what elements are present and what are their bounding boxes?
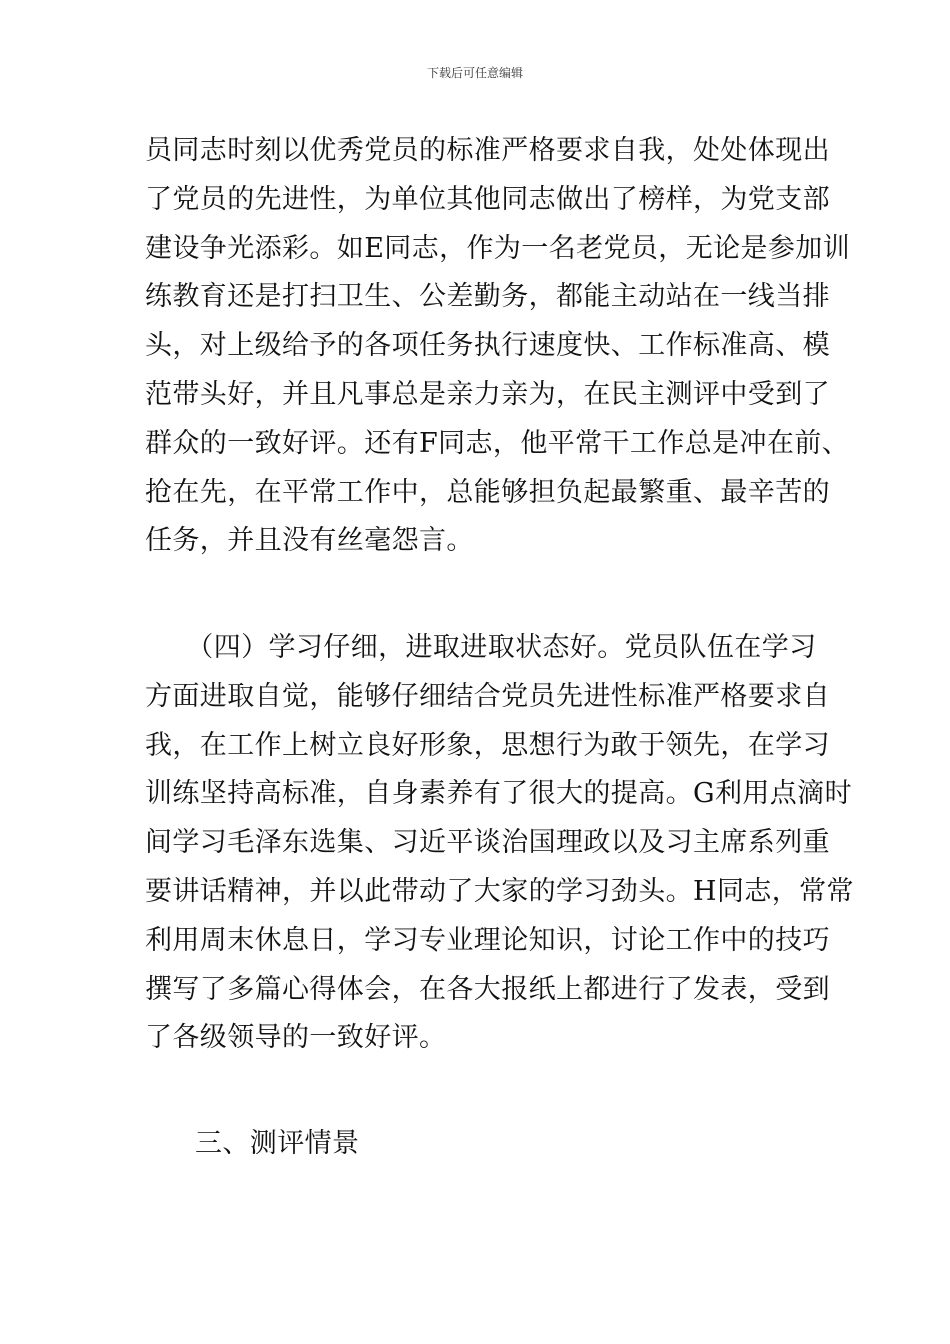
text-line: 要讲话精神，并以此带动了大家的学习劲头。H同志，常常 — [145, 875, 854, 907]
paragraph-1 — [145, 127, 851, 566]
text-line: 了各级领导的一致好评。 — [145, 1022, 447, 1054]
text-line: 训练坚持高标准，自身素养有了很大的提高。G利用点滴时 — [145, 778, 852, 810]
text-line: 头，对上级给予的各项任务执行速度快、工作标准高、模 — [145, 330, 830, 362]
text-line: 撰写了多篇心得体会，在各大报纸上都进行了发表，受到 — [145, 973, 830, 1005]
text-line: 任务，并且没有丝毫怨言。 — [145, 525, 474, 557]
text-line: 员同志时刻以优秀党员的标准严格要求自我，处处体现出 — [145, 135, 830, 166]
text-line: （四）学习仔细，进取进取状态好。党员队伍在学习 — [145, 632, 817, 663]
text-line: 群众的一致好评。还有F同志，他平常干工作总是冲在前、 — [145, 427, 850, 459]
text-line: 利用周末休息日，学习专业理论知识，讨论工作中的技巧 — [145, 924, 830, 956]
text-line: 方面进取自觉，能够仔细结合党员先进性标准严格要求自 — [145, 680, 830, 712]
text-line: 抢在先，在平常工作中，总能够担负起最繁重、最辛苦的 — [145, 476, 830, 508]
text-line: 了党员的先进性，为单位其他同志做出了榜样，为党支部 — [145, 183, 830, 215]
page-header: 下载后可任意编辑 — [426, 66, 523, 80]
section-heading: 三、测评情景 — [195, 1128, 360, 1159]
text-line: 建设争光添彩。如E同志，作为一名老党员，无论是参加训 — [145, 232, 851, 264]
text-line: 我，在工作上树立良好形象，思想行为敢于领先，在学习 — [145, 729, 830, 761]
text-line: 范带头好，并且凡事总是亲力亲为，在民主测评中受到了 — [145, 378, 830, 410]
text-line: 间学习毛泽东选集、习近平谈治国理政以及习主席系列重 — [145, 827, 830, 859]
text-line: 练教育还是打扫卫生、公差勤务，都能主动站在一线当排 — [145, 281, 830, 313]
paragraph-2 — [145, 624, 854, 1063]
